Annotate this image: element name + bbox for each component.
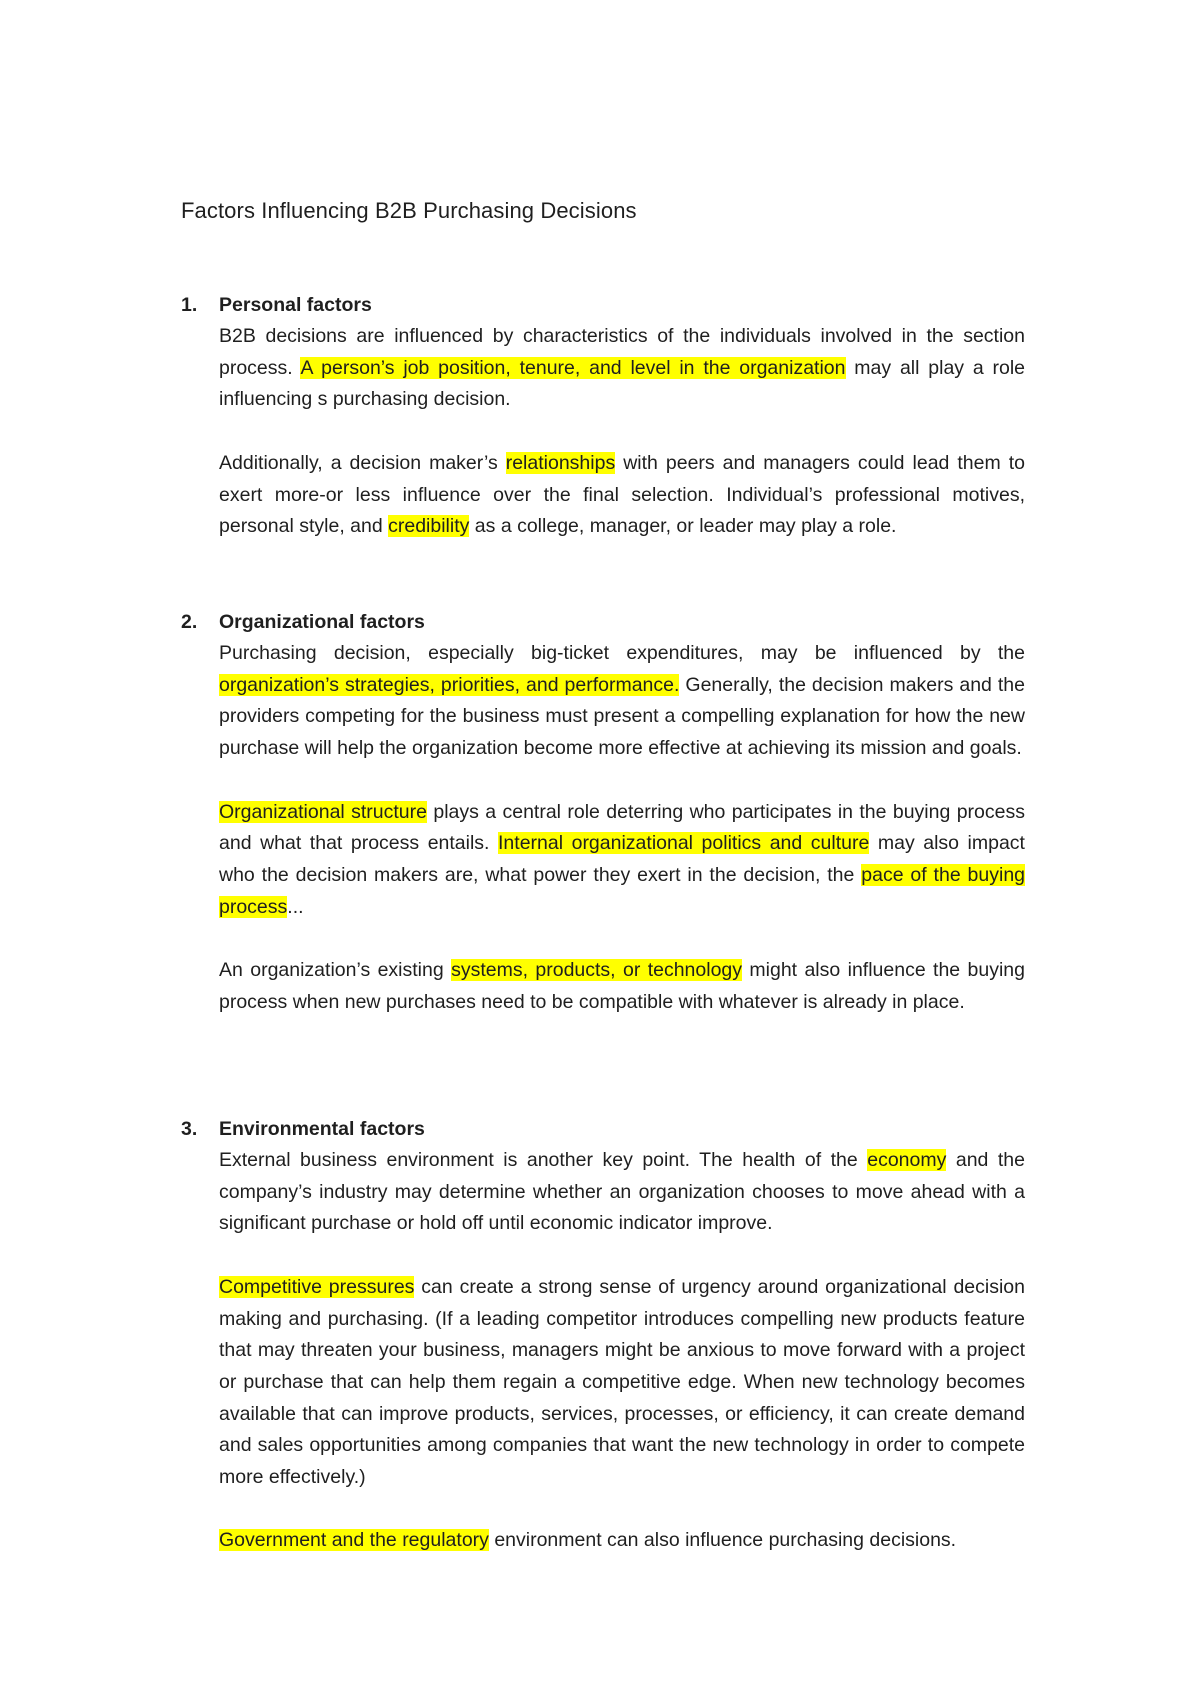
text-run: An organization’s existing [219,959,452,981]
paragraph [219,1272,1025,1494]
section-number: 1. [181,294,198,316]
paragraph [219,638,1025,765]
text-run: and the company’s industry may determine whether an organization chooses to move ahead with a significant purchase or hold off until economic indicator improve. [219,1149,1025,1235]
text-run: B2B decisions are influenced by characteristics of the individuals involved in the section process. [219,325,1025,379]
section-heading: Environmental factors [219,1118,425,1140]
text-run: Purchasing decision, especially big-ticket expenditures, may be influenced by the [219,642,1025,664]
text-run: External business environment is another key point. The health of the [219,1149,868,1171]
text-run: as a college, manager, or leader may play a role. [469,515,897,538]
highlighted-text: organization’s strategies, priorities, and performance. [219,673,680,696]
highlighted-text: Organizational structure [219,800,427,823]
section-number: 3. [181,1118,198,1140]
section-paragraphs [219,1145,1025,1557]
highlighted-text: systems, products, or technology [451,959,743,981]
section-heading: Personal factors [219,294,372,316]
text-run: Additionally, a decision maker’s [219,451,506,474]
section-body [219,289,1025,543]
section-paragraphs [219,321,1025,543]
section-body [219,606,1025,1018]
highlighted-text: pace of the buying process [219,863,1026,918]
paragraph [219,1145,1025,1240]
text-run: ... [287,895,304,918]
paragraph [219,321,1025,416]
highlighted-text: credibility [388,515,470,538]
paragraph [219,448,1025,543]
section-heading: Organizational factors [219,611,425,633]
section-paragraphs [219,638,1025,1018]
paragraph [219,955,1025,1018]
highlighted-text: relationships [505,451,616,474]
text-run: plays a central role deterring who participates in the buying process and what that process entails. [219,800,1025,855]
highlighted-text: economy [867,1149,947,1171]
highlighted-text: A person’s job position, tenure, and level in the organization [300,356,846,379]
text-run: with peers and managers could lead them to exert more-or less influence over the final selection. Individual’s professional motives, personal style, and [219,451,1025,538]
document-title: Factors Influencing B2B Purchasing Decisions [181,198,637,223]
text-run: environment can also influence purchasing decisions. [488,1529,957,1552]
text-run: Generally, the decision makers and the providers competing for the business must present a compelling explanation for how the new purchase will help the organization become more effective at achieving its mission and goals. [219,673,1025,760]
paragraph [219,1525,1025,1557]
text-run: can create a strong sense of urgency around organizational decision making and purchasing. (If a leading competitor introduces compelling new products feature that may threaten your business, managers might be anxious to move forward with a project or purchase that can help them regain a competitive edge. When new technology becomes available that can improve products, services, processes, or efficiency, it can create demand and sales opportunities among companies that want the new technology in order to compete more effectively.) [219,1275,1025,1489]
section-body [219,1113,1025,1557]
highlighted-text: Internal organizational politics and culture [498,832,870,855]
paragraph [219,797,1025,924]
text-run: may all play a role influencing s purchasing decision. [219,356,1026,411]
text-run: may also impact who the decision makers are, what power they exert in the decision, the [219,832,1025,886]
highlighted-text: Government and the regulatory [219,1529,489,1552]
section-number: 2. [181,611,198,633]
highlighted-text: Competitive pressures [219,1275,415,1298]
text-run: might also influence the buying process when new purchases need to be compatible with whatever is already in place. [219,959,1025,1013]
